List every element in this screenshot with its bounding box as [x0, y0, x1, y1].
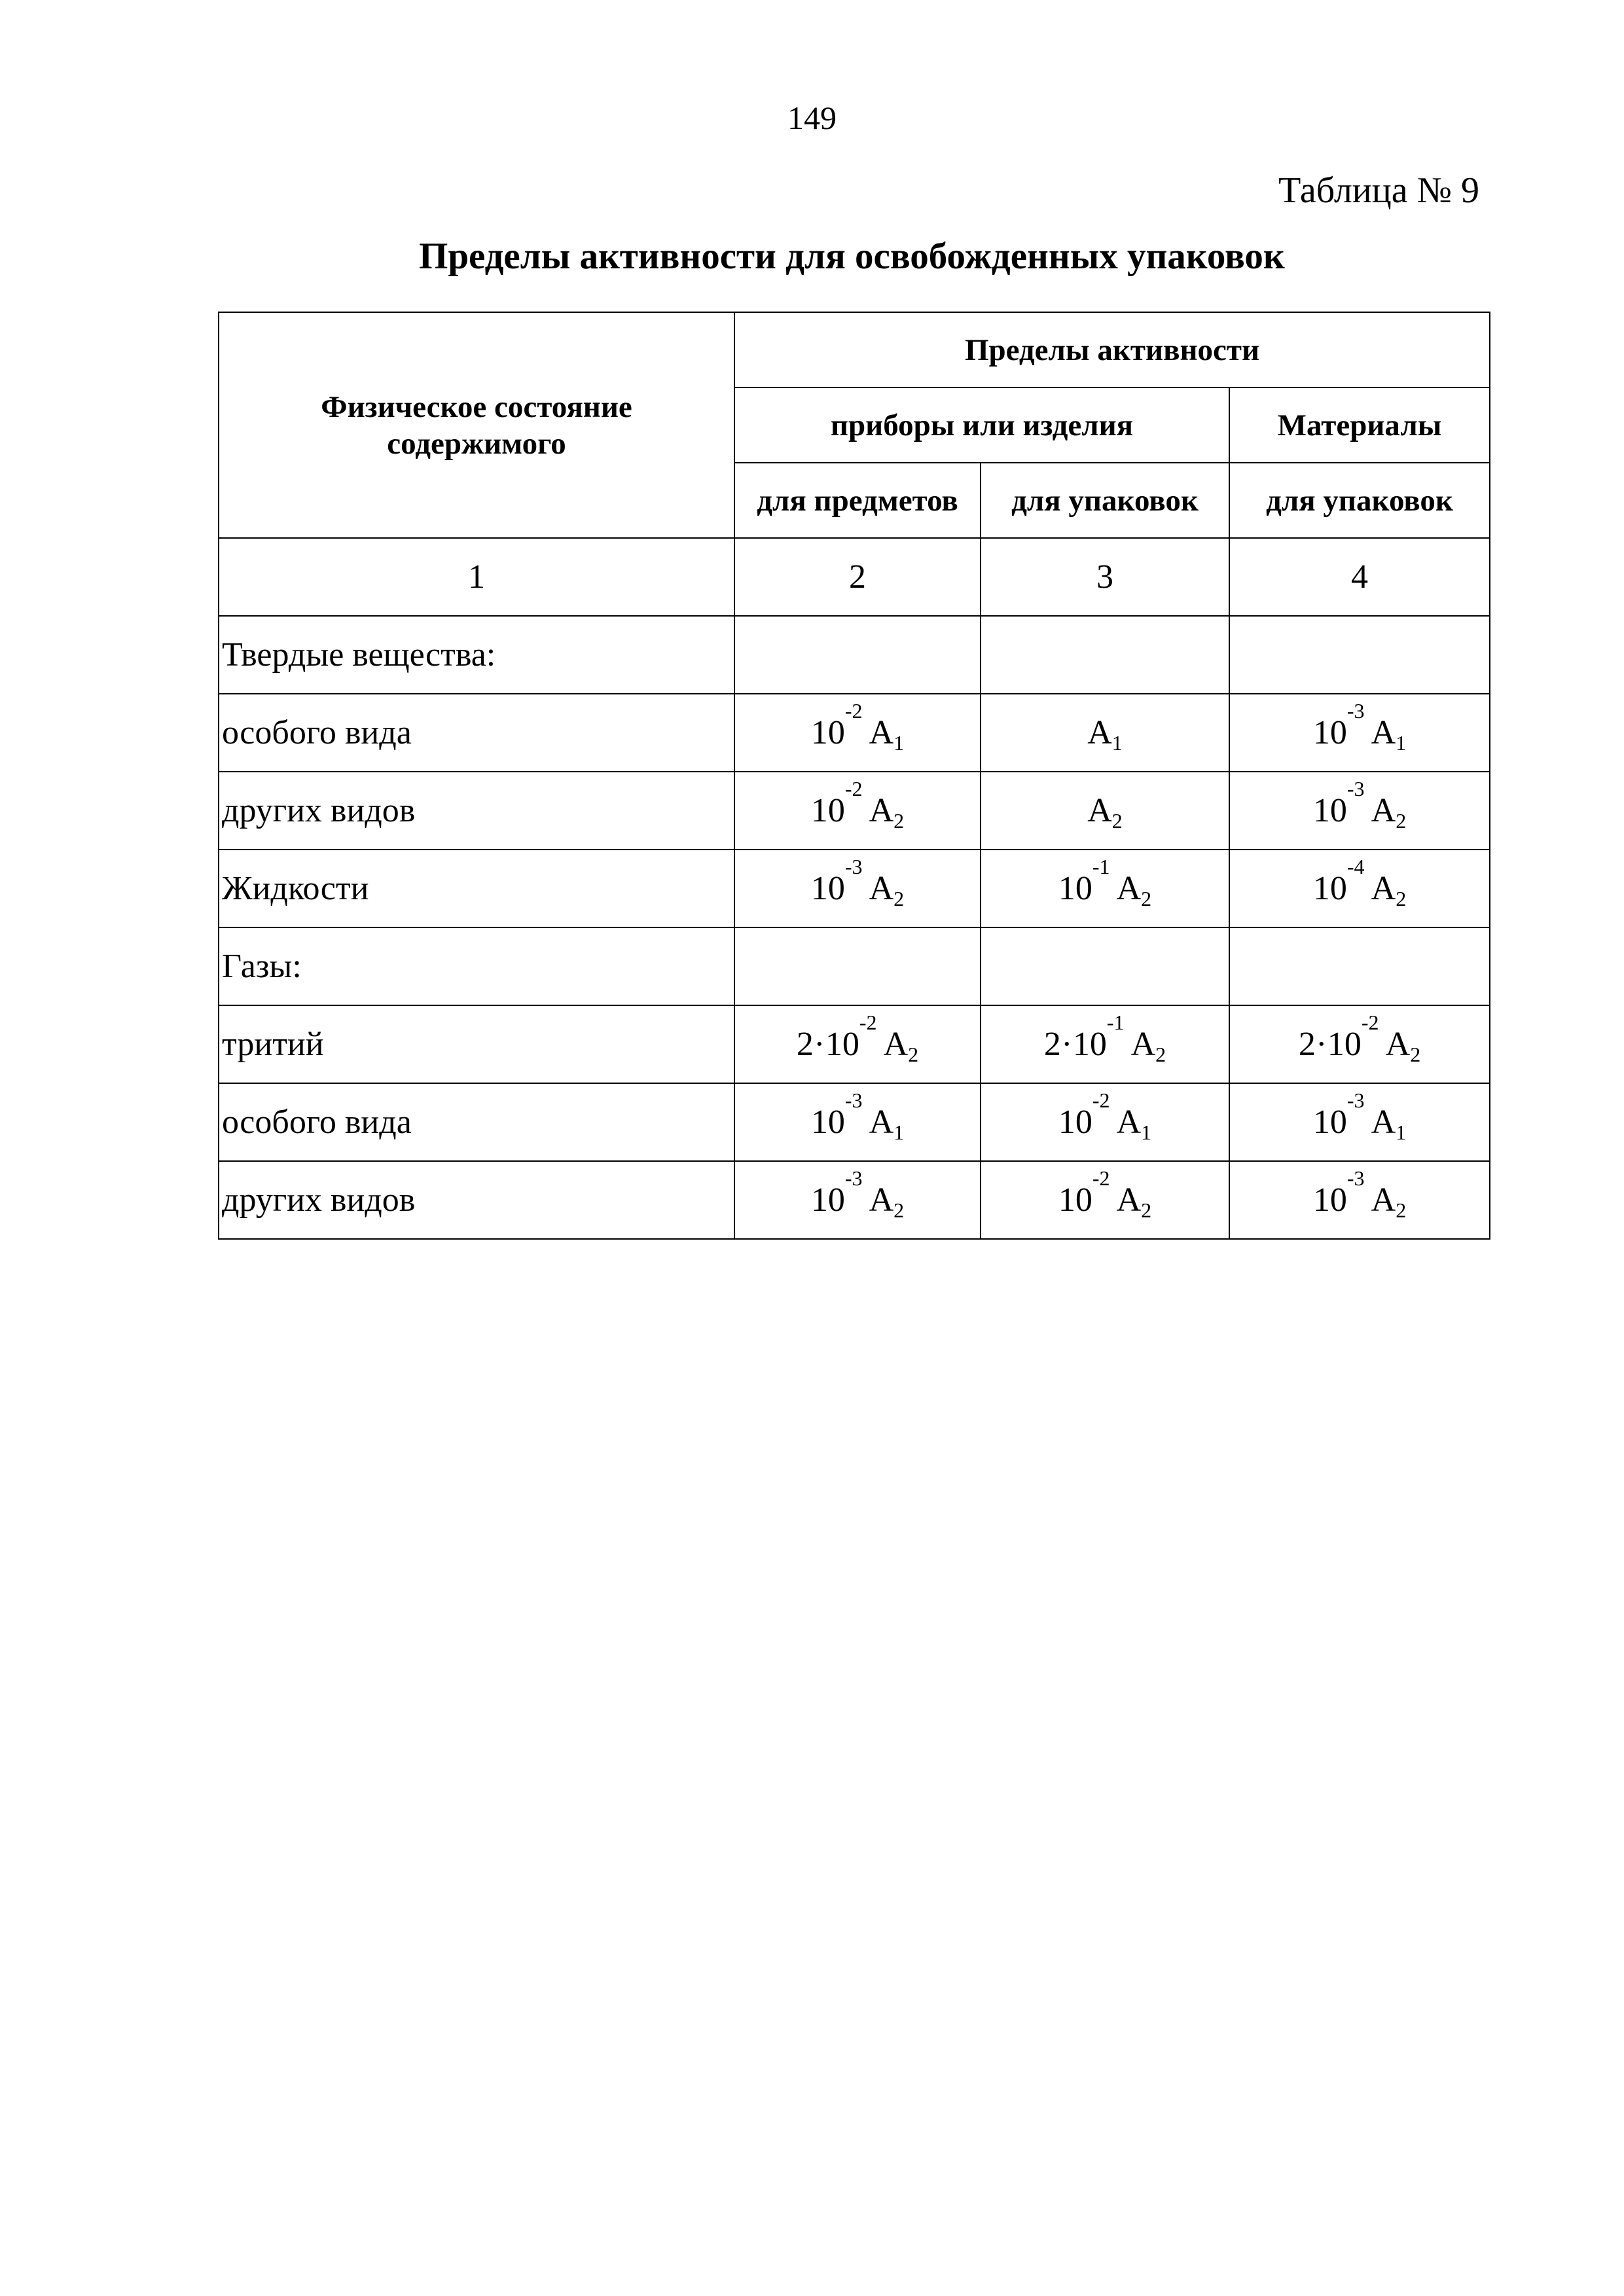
limit-cell-materials: $10^{-3}$ $A_1$ — [1229, 694, 1490, 772]
row-label: Жидкости — [219, 850, 734, 927]
limit-cell-items: $2\cdot 10^{-2}$ $A_2$ — [734, 1005, 981, 1083]
a-symbol: A — [1371, 870, 1396, 907]
row-label: тритий — [219, 1005, 734, 1083]
a-symbol: A — [1087, 714, 1112, 751]
a-symbol: A — [869, 870, 894, 907]
a-symbol: A — [1371, 714, 1396, 751]
limit-cell-materials: $10^{-4}$ $A_2$ — [1229, 850, 1490, 927]
a-subscript: 2 — [1396, 1198, 1407, 1222]
a-subscript: 1 — [1111, 731, 1123, 755]
a-symbol: A — [1371, 792, 1396, 829]
limit-cell-materials: $10^{-3}$ $A_1$ — [1229, 1083, 1490, 1161]
header-for-items: для предметов — [734, 463, 981, 538]
header-materials: Материалы — [1229, 387, 1490, 463]
document-title: Пределы активности для освобожденных упаковок — [419, 236, 1285, 277]
table-row — [219, 616, 1490, 694]
limit-cell-packages: $10^{-2}$ $A_1$ — [981, 1083, 1229, 1161]
header-physical-state-label: Физическое состояние содержимого — [321, 389, 632, 461]
a-subscript: 2 — [893, 809, 905, 833]
a-symbol: A — [883, 1026, 909, 1063]
column-number-3: 3 — [981, 538, 1229, 616]
exponent: -2 — [844, 699, 863, 723]
a-subscript: 1 — [893, 731, 905, 755]
limit-cell-materials: $10^{-3}$ $A_2$ — [1229, 1161, 1490, 1239]
exponent: -3 — [1346, 699, 1365, 723]
header-devices: приборы или изделия — [734, 387, 1229, 463]
limit-cell-packages — [981, 927, 1229, 1005]
a-subscript: 2 — [1111, 809, 1123, 833]
a-subscript: 2 — [1155, 1043, 1166, 1066]
header-for-packages: для упаковок — [981, 463, 1229, 538]
table-caption: Таблица № 9 — [1278, 170, 1479, 211]
column-number-2: 2 — [734, 538, 981, 616]
limit-cell-packages: $2\cdot 10^{-1}$ $A_2$ — [981, 1005, 1229, 1083]
a-subscript: 1 — [1396, 1121, 1407, 1144]
header-physical-state — [219, 312, 734, 538]
a-subscript: 2 — [1396, 887, 1407, 910]
exponent: -2 — [844, 777, 863, 800]
table-row — [219, 850, 1490, 927]
column-number-1: 1 — [219, 538, 734, 616]
a-symbol: A — [1130, 1026, 1156, 1063]
row-label: других видов — [219, 1161, 734, 1239]
exponent: -2 — [1092, 1088, 1110, 1112]
exponent: -1 — [1092, 855, 1110, 878]
exponent: -3 — [1346, 1088, 1365, 1112]
table-row — [219, 1161, 1490, 1239]
limit-cell-items: $10^{-2}$ $A_2$ — [734, 772, 981, 850]
a-subscript: 2 — [1410, 1043, 1421, 1066]
page-number: 149 — [787, 99, 837, 136]
exponent: -2 — [859, 1011, 877, 1034]
limit-cell-packages — [981, 694, 1229, 772]
row-label: особого вида — [219, 694, 734, 772]
limit-cell-packages — [981, 616, 1229, 694]
coefficient: 2 — [1043, 1026, 1061, 1063]
limit-cell-items: $10^{-3}$ $A_1$ — [734, 1083, 981, 1161]
column-number-row — [219, 538, 1490, 616]
limit-cell-items — [734, 927, 981, 1005]
row-label: Твердые вещества: — [219, 616, 734, 694]
limit-cell-items — [734, 616, 981, 694]
a-subscript: 2 — [908, 1043, 919, 1066]
table-row — [219, 694, 1490, 772]
a-symbol: A — [869, 714, 894, 751]
a-subscript: 2 — [893, 1198, 905, 1222]
header-for-packages-materials: для упаковок — [1229, 463, 1490, 538]
exponent: -3 — [1346, 777, 1365, 800]
a-symbol: A — [869, 1181, 894, 1219]
a-symbol: A — [1087, 792, 1112, 829]
a-symbol: A — [1385, 1026, 1411, 1063]
exponent: -2 — [1361, 1011, 1379, 1034]
table-row — [219, 1083, 1490, 1161]
a-subscript: 1 — [1396, 731, 1407, 755]
table-row — [219, 927, 1490, 1005]
limit-cell-materials — [1229, 616, 1490, 694]
limit-cell-packages — [981, 772, 1229, 850]
a-symbol: A — [869, 1103, 894, 1141]
a-symbol: A — [1116, 1103, 1142, 1141]
limit-cell-materials — [1229, 927, 1490, 1005]
exponent: -3 — [844, 855, 863, 878]
limit-cell-items: $10^{-3}$ $A_2$ — [734, 850, 981, 927]
a-symbol: A — [869, 792, 894, 829]
limit-cell-items: $10^{-2}$ $A_1$ — [734, 694, 981, 772]
coefficient: 2 — [1298, 1026, 1316, 1063]
table-row — [219, 1005, 1490, 1083]
limit-cell-materials: $10^{-3}$ $A_2$ — [1229, 772, 1490, 850]
a-subscript: 1 — [1141, 1121, 1152, 1144]
limit-cell-items: $10^{-3}$ $A_2$ — [734, 1161, 981, 1239]
coefficient: 2 — [796, 1026, 814, 1063]
column-number-4: 4 — [1229, 538, 1490, 616]
row-label: Газы: — [219, 927, 734, 1005]
header-activity-limits: Пределы активности — [734, 312, 1490, 387]
a-symbol: A — [1371, 1103, 1396, 1141]
a-subscript: 1 — [893, 1121, 905, 1144]
a-symbol: A — [1116, 870, 1142, 907]
a-symbol: A — [1371, 1181, 1396, 1219]
limit-cell-packages: $10^{-1}$ $A_2$ — [981, 850, 1229, 927]
exponent: -2 — [1092, 1166, 1110, 1190]
a-subscript: 2 — [893, 887, 905, 910]
a-subscript: 2 — [1396, 809, 1407, 833]
exponent: -1 — [1106, 1011, 1125, 1034]
limit-cell-packages: $10^{-2}$ $A_2$ — [981, 1161, 1229, 1239]
exponent: -3 — [844, 1166, 863, 1190]
a-subscript: 2 — [1141, 1198, 1152, 1222]
limit-cell-materials: $2\cdot 10^{-2}$ $A_2$ — [1229, 1005, 1490, 1083]
a-subscript: 2 — [1141, 887, 1152, 910]
row-label: особого вида — [219, 1083, 734, 1161]
header-row-1 — [219, 312, 1490, 387]
table-row — [219, 772, 1490, 850]
exponent: -3 — [1346, 1166, 1365, 1190]
a-symbol: A — [1116, 1181, 1142, 1219]
row-label: других видов — [219, 772, 734, 850]
exponent: -4 — [1346, 855, 1365, 878]
activity-limits-table — [218, 312, 1490, 1240]
exponent: -3 — [844, 1088, 863, 1112]
